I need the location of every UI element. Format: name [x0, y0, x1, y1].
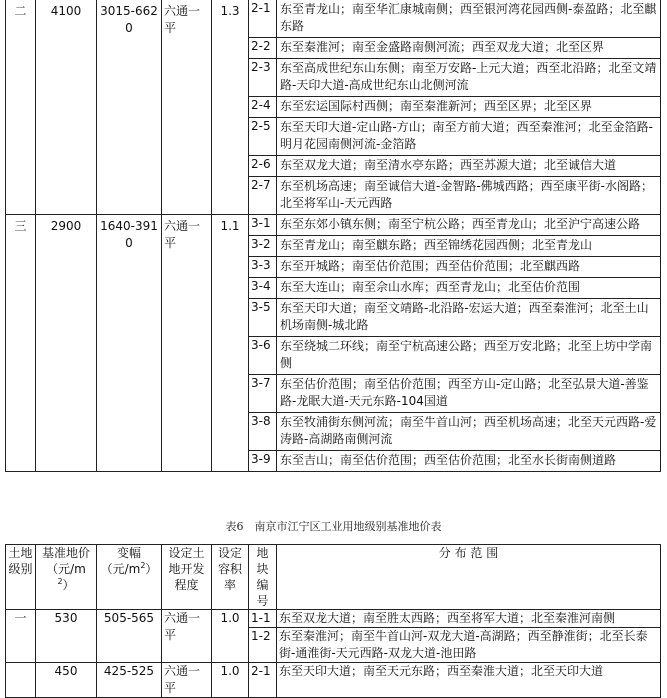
cell-distribution: 东至绕城二环线；南至宁杭高速公路；西至万安北路；北至上坊中学南侧 [277, 337, 661, 375]
cell-code: 3-5 [249, 299, 277, 337]
cell-distribution: 东至吉山；南至估价范围；西至估价范围；北至水长街南侧道路 [277, 451, 661, 472]
header-dev: 设定土地开发程度 [162, 545, 212, 610]
cell-distribution: 东至开城路；南至估价范围；西至估价范围；北至麒西路 [277, 257, 661, 278]
cell-code: 3-7 [249, 375, 277, 413]
cell-dev: 六通一平 [162, 610, 212, 663]
cell-code: 2-2 [249, 38, 277, 59]
cell-distribution: 东至秦淮河；南至金盛路南侧河流；西至双龙大道；北至区界 [277, 38, 661, 59]
header-price-label: 基准地价 [41, 546, 90, 560]
cell-level [6, 663, 36, 698]
cell-price: 450 [36, 663, 97, 698]
cell-level: 二 [6, 0, 36, 215]
cell-dev: 六通一平 [162, 663, 212, 698]
cell-price: 4100 [36, 0, 97, 215]
cell-code: 3-4 [249, 278, 277, 299]
cell-distribution: 东至估价范围；南至估价范围；西至方山-定山路；北至弘景大道-善鉴路-龙眠大道-天元东路-104国道 [277, 375, 661, 413]
table-caption: 表6 南京市江宁区工业用地级别基准地价表 [225, 520, 442, 533]
header-dist: 分 布 范 围 [277, 545, 661, 610]
header-range-label: 变幅 [116, 546, 141, 560]
header-level: 土地级别 [6, 545, 36, 610]
cell-code: 3-8 [249, 413, 277, 451]
cell-code: 2-3 [249, 59, 277, 97]
cell-code: 3-6 [249, 337, 277, 375]
cell-distribution: 东至宏运国际村西侧；南至秦淮新河；西至区界；北至区界 [277, 97, 661, 118]
cell-distribution: 东至青龙山；南至麒东路；西至锦绣花园西侧；北至青龙山 [277, 236, 661, 257]
cell-range: 3015-6620 [97, 0, 162, 215]
cell-range: 425-525 [97, 663, 162, 698]
cell-far: 1.0 [212, 610, 249, 663]
cell-code: 2-1 [249, 0, 277, 38]
cell-code: 1-1 [249, 610, 277, 628]
cell-distribution: 东至大连山；南至佘山水库；西至青龙山；北至估价范围 [277, 278, 661, 299]
header-price-unit: （元/m [46, 562, 86, 576]
table-row [6, 0, 661, 38]
table-header-row [6, 545, 661, 610]
cell-code: 3-2 [249, 236, 277, 257]
cell-dev: 六通一平 [162, 0, 212, 215]
header-range-unit: （元/m [100, 562, 141, 576]
header-far: 设定容积率 [212, 545, 249, 610]
cell-distribution: 东至青龙山；南至华汇康城南侧；西至银河湾花园西侧-泰盈路；北至麒东路 [277, 0, 661, 38]
cell-distribution: 东至牧浦街东侧河流；南至牛首山河；西至机场高速；北至天元西路-爱涛路-高湖路南侧河流 [277, 413, 661, 451]
cell-code: 3-9 [249, 451, 277, 472]
cell-distribution: 东至机场高速；南至诚信大道-金智路-佛城西路；西至康平街-水阁路；北至将军山-天元西路 [277, 177, 661, 215]
cell-code: 2-4 [249, 97, 277, 118]
cell-code: 2-5 [249, 118, 277, 156]
cell-code: 2-6 [249, 156, 277, 177]
cell-distribution: 东至双龙大道；南至清水亭东路；西至苏源大道；北至诚信大道 [277, 156, 661, 177]
cell-code: 2-7 [249, 177, 277, 215]
cell-range: 1640-3910 [97, 215, 162, 472]
cell-level: 三 [6, 215, 36, 472]
cell-price: 2900 [36, 215, 97, 472]
header-code: 地块编号 [249, 545, 277, 610]
cell-far: 1.0 [212, 663, 249, 698]
industrial-land-price-table [5, 544, 661, 698]
cell-dev: 六通一平 [162, 215, 212, 472]
cell-distribution: 东至东郊小镇东侧；南至宁杭公路；西至青龙山；北至沪宁高速公路 [277, 215, 661, 236]
cell-distribution: 东至天印大道；南至文靖路-北沿路-宏运大道；西至秦淮河；北至土山机场南侧-城北路 [277, 299, 661, 337]
cell-range: 505-565 [97, 610, 162, 663]
cell-distribution: 东至天印大道-定山路-方山；南至方前大道；西至秦淮河；北至金箔路-明月花园南侧河流-金箔路 [277, 118, 661, 156]
cell-distribution: 东至秦淮河；南至牛首山河-双龙大道-高湖路；西至静淮街；北至长泰街-通淮街-天元西路-双龙大道-池田路 [277, 628, 661, 663]
cell-far: 1.1 [212, 215, 249, 472]
cell-distribution: 东至双龙大道；南至胜太西路；西至将军大道；北至秦淮河南侧 [277, 610, 661, 628]
cell-far: 1.3 [212, 0, 249, 215]
land-price-table-upper [5, 0, 661, 472]
cell-code: 3-1 [249, 215, 277, 236]
cell-code: 3-3 [249, 257, 277, 278]
header-price [36, 545, 97, 610]
header-range-unit-end: ） [145, 562, 158, 576]
header-price-unit-end: ） [62, 578, 75, 592]
table-row [6, 215, 661, 236]
table-row-partial [6, 663, 661, 698]
header-range [97, 545, 162, 610]
cell-level: 一 [6, 610, 36, 663]
cell-distribution: 东至天印大道；南至天元东路；西至秦淮大道；北至天印大道 [277, 663, 661, 698]
header-range-sup: 2 [140, 561, 146, 570]
header-price-sup: 2 [57, 577, 63, 586]
cell-code: 1-2 [249, 628, 277, 663]
cell-price: 530 [36, 610, 97, 663]
cell-distribution: 东至高成世纪东山东侧；南至万安路-上元大道；西至北沿路；北至文靖路-天印大道-高成世纪东山北侧河流 [277, 59, 661, 97]
cell-code: 2-1 [249, 663, 277, 698]
table-row [6, 610, 661, 628]
